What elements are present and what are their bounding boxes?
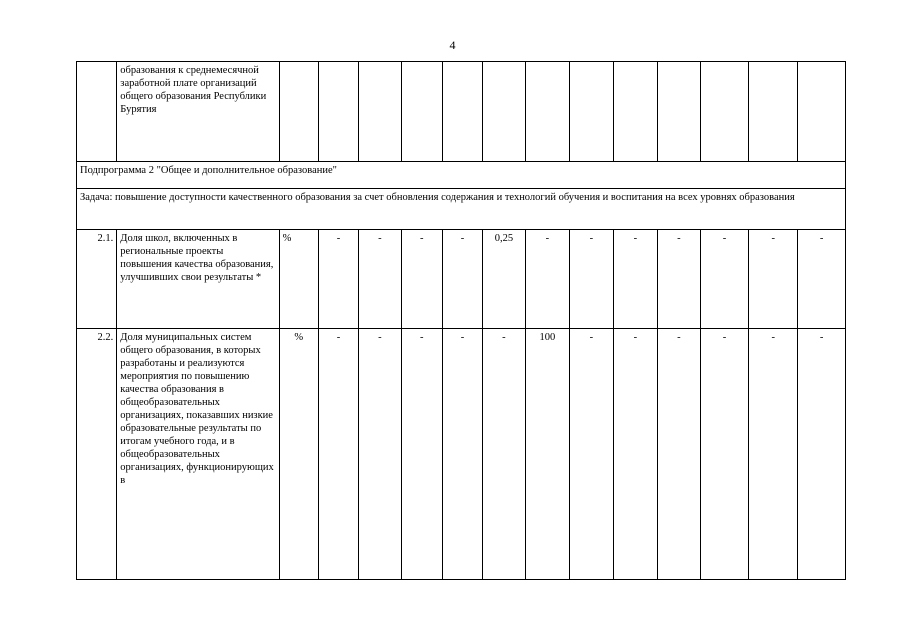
indicator-name: Доля муниципальных систем общего образования, в которых разработаны и реализуются мероприятия по повышению качества образования в общеобразовательных организациях, показавших низкие образовательные результаты по итогам учебного года, и в общеобразовательных организациях, функционирующих в [117, 329, 279, 580]
value-cell: - [700, 329, 749, 580]
value-cell: - [318, 329, 358, 580]
indicators-table [76, 61, 846, 580]
value-cell: - [442, 329, 482, 580]
task-description: Задача: повышение доступности качественного образования за счет обновления содержания и технологий обучения и воспитания на всех уровнях образования [77, 189, 846, 230]
indicator-number: 2.1. [77, 230, 117, 329]
table-row-task [77, 189, 846, 230]
value-cell: - [401, 230, 442, 329]
value-cell: - [401, 329, 442, 580]
value-cell: - [658, 329, 700, 580]
value-cell: - [525, 230, 570, 329]
value-cell: - [442, 230, 482, 329]
value-cell: 0,25 [483, 230, 525, 329]
page-number: 4 [449, 38, 456, 52]
indicator-unit: % [279, 329, 318, 580]
value-cell: - [658, 230, 700, 329]
subprogram-title: Подпрограмма 2 "Общее и дополнительное образование" [77, 162, 846, 189]
indicator-name: Доля школ, включенных в региональные проекты повышения качества образования, улучшивших свои результаты * [117, 230, 279, 329]
value-cell: 100 [525, 329, 570, 580]
table-row-indicator-2-2 [77, 329, 846, 580]
value-cell: - [359, 230, 401, 329]
value-cell: - [613, 329, 658, 580]
table-row-indicator-2-1 [77, 230, 846, 329]
value-cell: - [613, 230, 658, 329]
cell-name: образования к среднемесячной заработной плате организаций общего образования Республики Бурятия [117, 62, 279, 162]
indicator-unit: % [279, 230, 318, 329]
value-cell: - [318, 230, 358, 329]
value-cell: - [749, 230, 798, 329]
indicator-number: 2.2. [77, 329, 117, 580]
value-cell: - [749, 329, 798, 580]
table-row-subprogram [77, 162, 846, 189]
value-cell: - [798, 329, 846, 580]
table-row-continued [77, 62, 846, 162]
value-cell: - [798, 230, 846, 329]
value-cell: - [570, 329, 613, 580]
cell-num [77, 62, 117, 162]
value-cell: - [700, 230, 749, 329]
value-cell: - [570, 230, 613, 329]
value-cell: - [359, 329, 401, 580]
value-cell: - [483, 329, 525, 580]
